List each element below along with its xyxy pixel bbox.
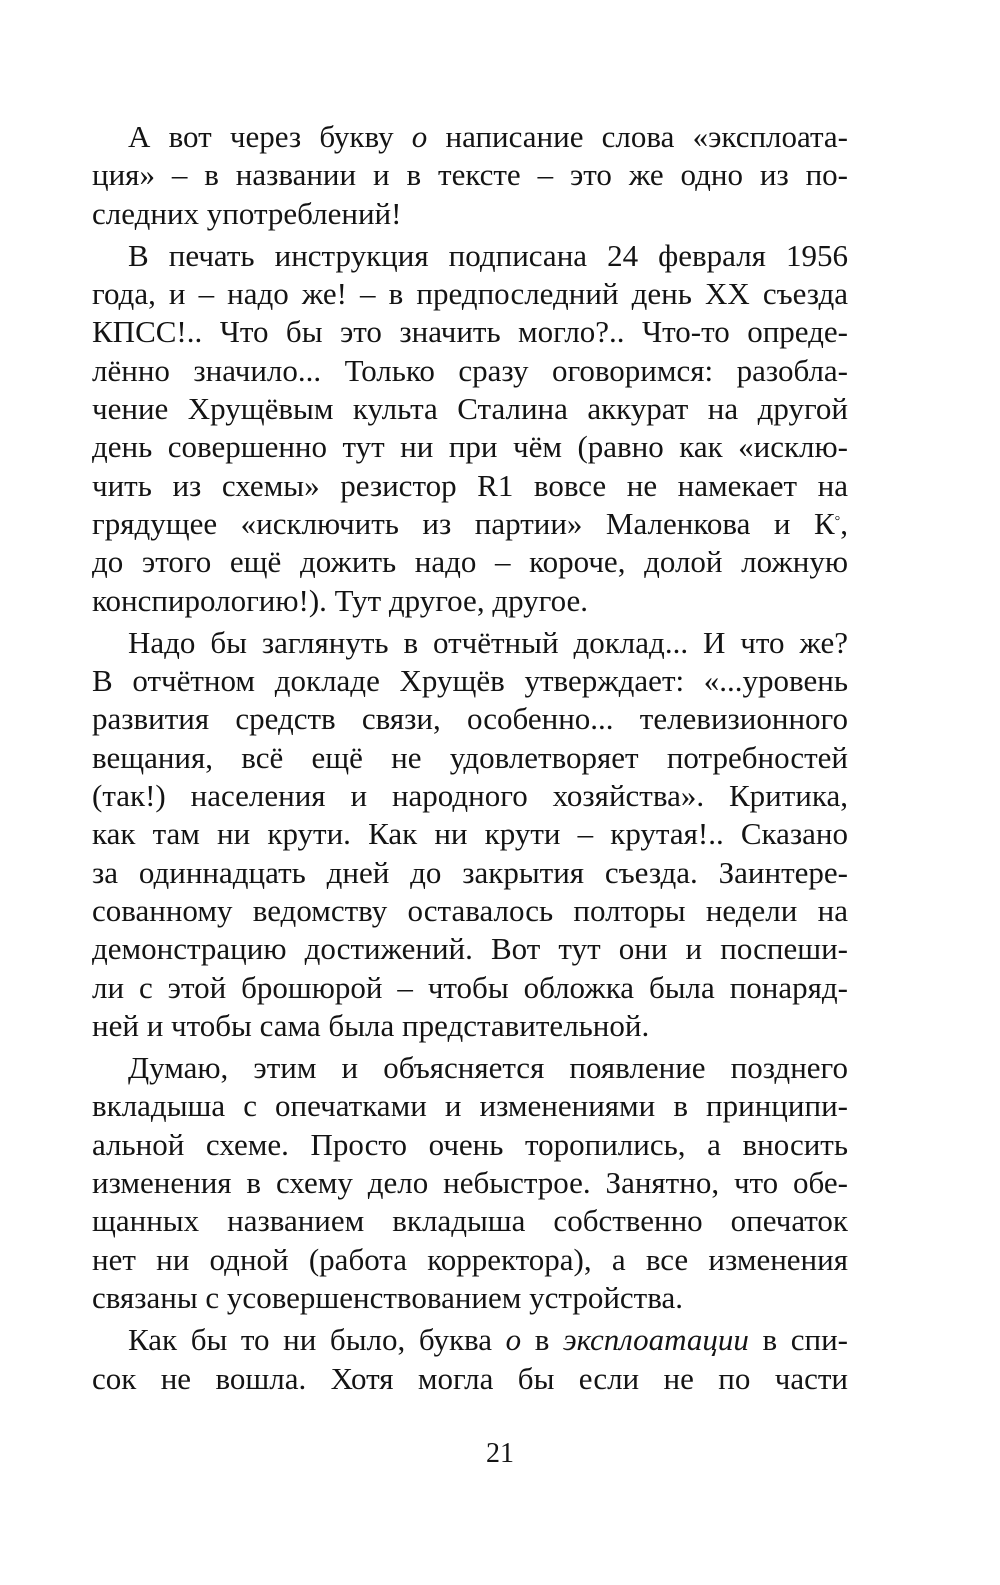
text-line: [92, 1360, 848, 1398]
text-run: сованному ведомству оставалось полторы недели на: [92, 892, 848, 928]
text-run: щанных названием вкладыша собственно опечаток: [92, 1203, 848, 1239]
text-line: [92, 428, 848, 466]
text-line: [92, 156, 848, 194]
text-run: написание слова «эксплоата-: [427, 119, 848, 154]
text-line: [92, 700, 848, 738]
text-line: [92, 1279, 848, 1317]
text-line: [92, 390, 848, 428]
text-run: демонстрацию достижений. Вот тут они и поспеши-: [92, 931, 848, 967]
italic-text: о: [411, 119, 428, 154]
superscript-text: °: [834, 513, 841, 529]
text-run: развития средств связи, особенно... телевизионного: [92, 701, 848, 737]
text-line: [92, 662, 848, 700]
italic-text: о: [505, 1322, 522, 1358]
text-line: [92, 543, 848, 581]
text-line: [92, 275, 848, 313]
text-line: [92, 118, 848, 156]
text-run: КПСС!.. Что бы это значить могло?.. Что-то опреде-: [92, 314, 848, 350]
text-run: грядущее «исключить из партии» Маленкова и К: [92, 505, 835, 541]
page-body: [92, 118, 848, 1398]
text-run: день совершенно тут ни при чём (равно как «исклю-: [92, 429, 848, 465]
text-line: [92, 739, 848, 777]
paragraph: [92, 1049, 848, 1317]
text-run: конспирологию!). Тут другое, другое.: [92, 582, 589, 618]
text-run: вещания, всё ещё не удовлетворяет потребностей: [92, 739, 848, 775]
text-line: [92, 1164, 848, 1202]
text-run: как там ни крути. Как ни крути – крутая!.. Сказано: [92, 816, 848, 852]
text-line: [92, 582, 848, 620]
text-run: года, и – надо же! – в предпоследний день XX съезда: [92, 276, 848, 312]
text-line: [92, 1241, 848, 1279]
text-line: [92, 930, 848, 968]
text-run: Надо бы заглянуть в отчётный доклад... И что же?: [128, 624, 848, 660]
text-run: связаны с усовершенствованием устройства.: [92, 1279, 683, 1315]
text-line: [92, 352, 848, 390]
text-line: [92, 1087, 848, 1125]
text-line: [92, 815, 848, 853]
text-run: альной схеме. Просто очень торопились, а вносить: [92, 1126, 848, 1162]
text-line: [92, 237, 848, 275]
text-run: В отчётном докладе Хрущёв утверждает: «...уровень: [92, 663, 848, 699]
paragraph: [92, 118, 848, 233]
text-run: в: [521, 1322, 563, 1358]
text-run: Как бы то ни было, буква: [128, 1322, 506, 1358]
text-run: за одиннадцать дней до закрытия съезда. Заинтере-: [92, 854, 848, 890]
text-line: [92, 892, 848, 930]
text-line: [92, 1321, 848, 1359]
text-line: [92, 505, 848, 543]
text-line: [92, 969, 848, 1007]
page-number: 21: [486, 1438, 514, 1469]
italic-text: эксплоатации: [562, 1322, 749, 1358]
text-flow: [92, 118, 848, 1398]
text-line: [92, 1126, 848, 1164]
text-run: ,: [840, 505, 848, 541]
text-run: В печать инструкция подписана 24 февраля 1956: [128, 237, 848, 273]
paragraph: [92, 237, 848, 620]
text-run: А вот через букву: [128, 119, 412, 154]
text-run: в спи-: [748, 1322, 849, 1358]
text-line: [92, 1202, 848, 1240]
text-run: следних употреблений!: [92, 195, 402, 231]
text-run: до этого ещё дожить надо – короче, долой ложную: [92, 544, 848, 580]
text-run: ней и чтобы сама была представительной.: [92, 1007, 650, 1043]
text-run: ли с этой брошюрой – чтобы обложка была понаряд-: [92, 969, 848, 1005]
text-run: Думаю, этим и объясняется появление позднего: [128, 1050, 848, 1086]
paragraph: [92, 624, 848, 1045]
text-run: чить из схемы» резистор R1 вовсе не намекает на: [92, 467, 848, 503]
text-run: (так!) населения и народного хозяйства». Критика,: [92, 778, 848, 814]
text-line: [92, 1049, 848, 1087]
text-run: лённо значило... Только сразу оговоримся: разобла-: [92, 352, 848, 388]
text-line: [92, 313, 848, 351]
text-run: нет ни одной (работа корректора), а все изменения: [92, 1241, 848, 1277]
text-line: [92, 854, 848, 892]
text-run: ция» – в названии и в тексте – это же одно из по-: [92, 157, 848, 193]
text-run: вкладыша с опечатками и изменениями в принципи-: [92, 1088, 848, 1124]
text-line: [92, 195, 848, 233]
text-line: [92, 1007, 848, 1045]
paragraph: [92, 1321, 848, 1398]
text-run: чение Хрущёвым культа Сталина аккурат на другой: [92, 391, 848, 427]
text-line: [92, 777, 848, 815]
text-line: [92, 624, 848, 662]
text-run: изменения в схему дело небыстрое. Занятно, что обе-: [92, 1165, 848, 1201]
text-run: сок не вошла. Хотя могла бы если не по части: [92, 1360, 848, 1396]
text-line: [92, 467, 848, 505]
